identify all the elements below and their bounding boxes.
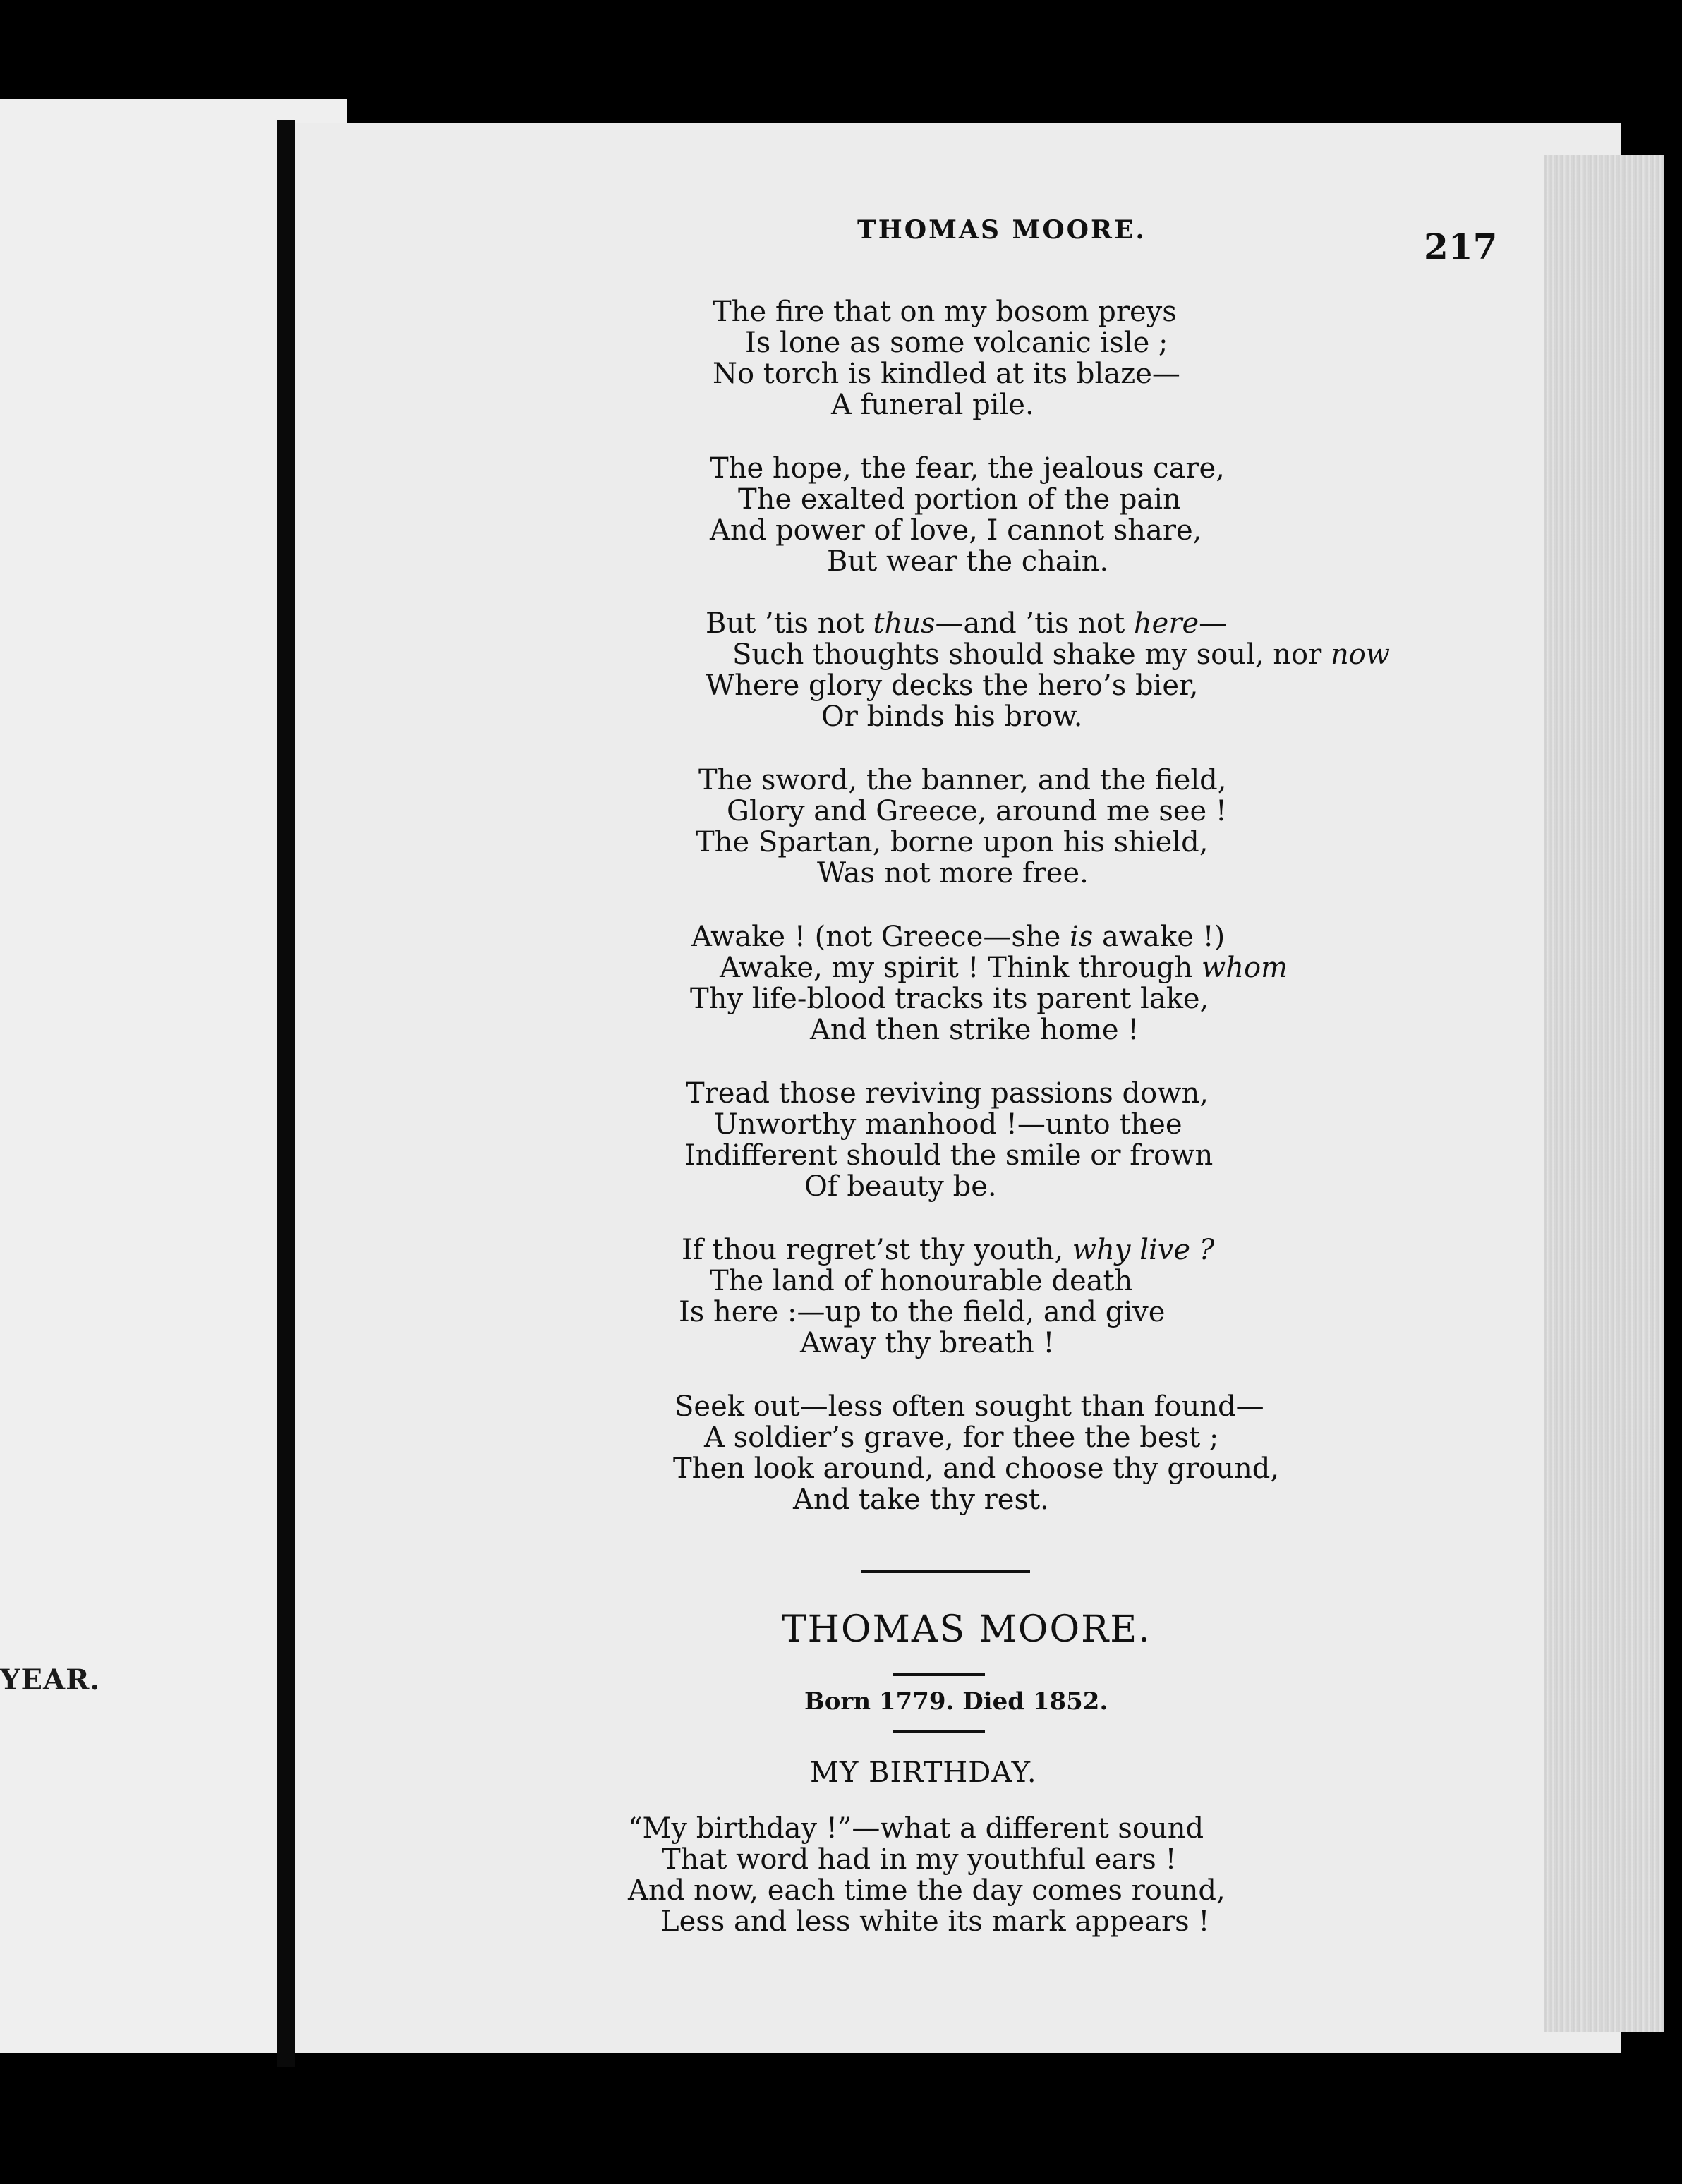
poem-line: The sword, the banner, and the field,: [698, 764, 1227, 796]
poem-line: The fire that on my bosom preys: [713, 296, 1177, 328]
author-heading: THOMAS MOORE.: [782, 1608, 1151, 1651]
poem-line: If thou regret’st thy youth, why live ?: [682, 1234, 1215, 1266]
poem-line: Was not more free.: [817, 857, 1089, 890]
poem-line: Seek out—less often sought than found—: [674, 1390, 1264, 1423]
poem-line: Where glory decks the hero’s bier,: [706, 669, 1199, 702]
poem-line: Awake ! (not Greece—she is awake !): [691, 921, 1226, 953]
page-number: 217: [1424, 226, 1498, 267]
poem-line: And then strike home !: [810, 1014, 1139, 1046]
running-header: THOMAS MOORE.: [857, 215, 1146, 245]
poem-line: Unworthy manhood !—unto thee: [714, 1108, 1182, 1141]
poem-line: A soldier’s grave, for thee the best ;: [704, 1421, 1219, 1454]
poem-line: Is here :—up to the field, and give: [679, 1296, 1166, 1328]
poem-line: But wear the chain.: [827, 545, 1109, 578]
poem-line: Is lone as some volcanic isle ;: [745, 327, 1168, 359]
left-page-fragment: YEAR.: [0, 1663, 101, 1697]
page-edges: [1544, 155, 1664, 2032]
author-dates: Born 1779. Died 1852.: [804, 1687, 1108, 1716]
poem-line: Thy life-blood tracks its parent lake,: [690, 983, 1209, 1015]
poem-line: No torch is kindled at its blaze—: [713, 358, 1180, 390]
heading-rule: [893, 1673, 985, 1676]
poem-line: The exalted portion of the pain: [738, 483, 1181, 516]
poem-line: Or binds his brow.: [821, 700, 1083, 733]
poem-line: Awake, my spirit ! Think through whom: [720, 952, 1288, 984]
poem-line: Tread those reviving passions down,: [686, 1077, 1209, 1110]
dates-rule: [893, 1730, 985, 1733]
poem-line: The Spartan, borne upon his shield,: [696, 826, 1209, 859]
section-divider: [861, 1570, 1030, 1573]
poem-line: “My birthday !”—what a different sound: [628, 1812, 1204, 1845]
poem-line: And power of love, I cannot share,: [710, 514, 1202, 547]
poem-line: Such thoughts should shake my soul, nor now: [732, 638, 1391, 671]
book-gutter: [277, 120, 295, 2067]
poem-line: Of beauty be.: [804, 1170, 997, 1203]
poem-line: Away thy breath !: [800, 1327, 1055, 1359]
poem-title: MY BIRTHDAY.: [810, 1757, 1037, 1789]
poem-line: That word had in my youthful ears !: [662, 1843, 1177, 1876]
poem-line: Less and less white its mark appears !: [660, 1905, 1210, 1938]
poem-line: Glory and Greece, around me see !: [727, 795, 1227, 827]
poem-line: But ’tis not thus—and ’tis not here—: [706, 607, 1228, 640]
poem-line: Indifferent should the smile or frown: [684, 1139, 1214, 1172]
poem-line: And take thy rest.: [793, 1484, 1049, 1516]
poem-line: A funeral pile.: [831, 389, 1034, 421]
poem-line: The hope, the fear, the jealous care,: [710, 452, 1225, 485]
poem-line: Then look around, and choose thy ground,: [673, 1452, 1280, 1485]
poem-line: And now, each time the day comes round,: [628, 1874, 1226, 1907]
poem-line: The land of honourable death: [710, 1265, 1133, 1297]
